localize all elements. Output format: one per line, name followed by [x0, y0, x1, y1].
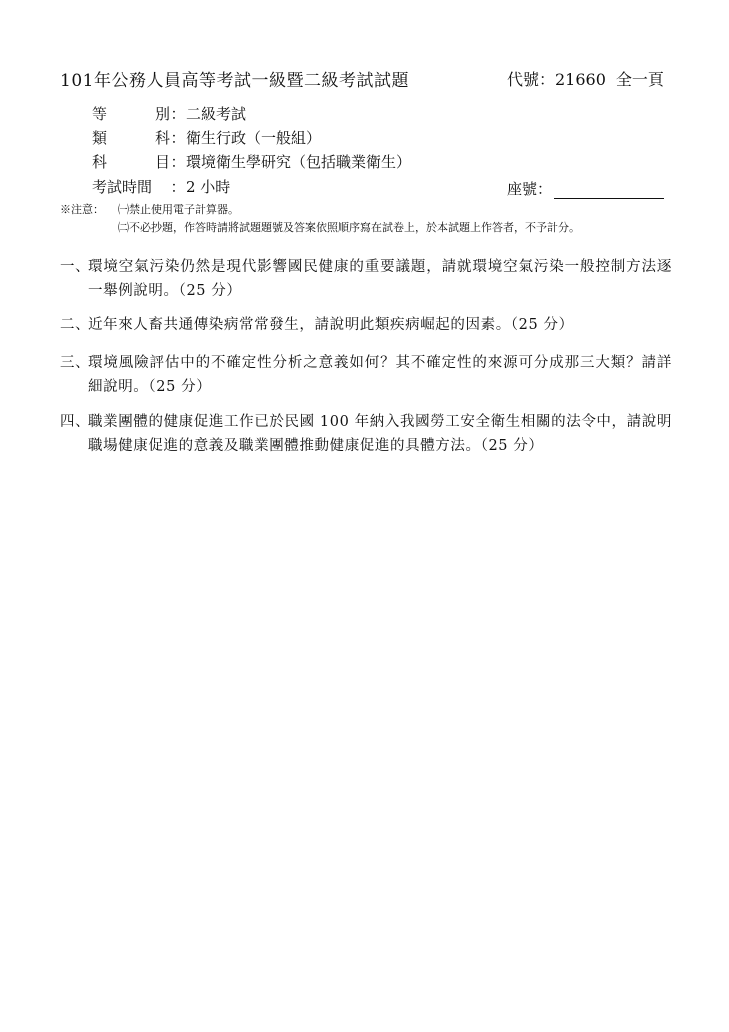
page-count: 全一頁	[615, 70, 664, 89]
question-2	[60, 313, 672, 337]
exam-notes	[60, 201, 580, 237]
question-text: 近年來人畜共通傳染病常常發生，請說明此類疾病崛起的因素。（25 分）	[88, 317, 574, 333]
meta-exam-time: 考試時間 ： 2 小時	[92, 178, 231, 196]
meta-subject: 科 目 ： 環境衛生學研究（包括職業衛生）	[92, 153, 412, 171]
question-number: 三、	[60, 355, 91, 371]
exam-code	[507, 67, 664, 90]
meta-category: 等 別 ： 二級考試	[92, 105, 247, 123]
notes-prefix: ※注意：	[60, 203, 104, 216]
exam-title: 101年公務人員高等考試一級暨二級考試試題	[60, 71, 409, 91]
question-text: 職業團體的健康促進工作已於民國 100 年納入我國勞工安全衛生相關的法令中，請說明職場健康促進的意義及職業團體推動健康促進的具體方法。（25 分）	[88, 414, 672, 454]
question-number: 二、	[60, 317, 91, 333]
meta-value: 2 小時	[186, 178, 231, 196]
meta-label: 科 目	[92, 153, 170, 171]
meta-value: 環境衛生學研究（包括職業衛生）	[186, 153, 412, 171]
seat-blank-line	[554, 184, 664, 199]
seat-label: 座號：	[507, 180, 553, 198]
meta-value: 二級考試	[186, 105, 247, 123]
question-text: 環境風險評估中的不確定性分析之意義如何？其不確定性的來源可分成那三大類？請詳細說明。（25 分）	[88, 355, 672, 395]
meta-label: 等 別	[92, 105, 170, 123]
question-text: 環境空氣污染仍然是現代影響國民健康的重要議題，請就環境空氣污染一般控制方法逐一舉例說明。（25 分）	[88, 259, 672, 299]
question-3	[60, 351, 672, 399]
note-item: ㈡不必抄題，作答時請將試題題號及答案依照順序寫在試卷上，於本試題上作答者，不予計分。	[118, 221, 580, 234]
question-number: 一、	[60, 259, 91, 275]
question-1	[60, 255, 672, 303]
meta-value: 衛生行政（一般組）	[186, 129, 322, 147]
meta-label: 考試時間	[92, 178, 153, 196]
meta-label: 類 科	[92, 129, 170, 147]
seat-number	[507, 178, 664, 199]
question-number: 四、	[60, 414, 91, 430]
meta-subject-class: 類 科 ： 衛生行政（一般組）	[92, 129, 322, 147]
question-4	[60, 410, 672, 458]
note-item: ㈠禁止使用電子計算器。	[118, 203, 239, 216]
exam-code-label: 代號：21660	[507, 70, 606, 89]
